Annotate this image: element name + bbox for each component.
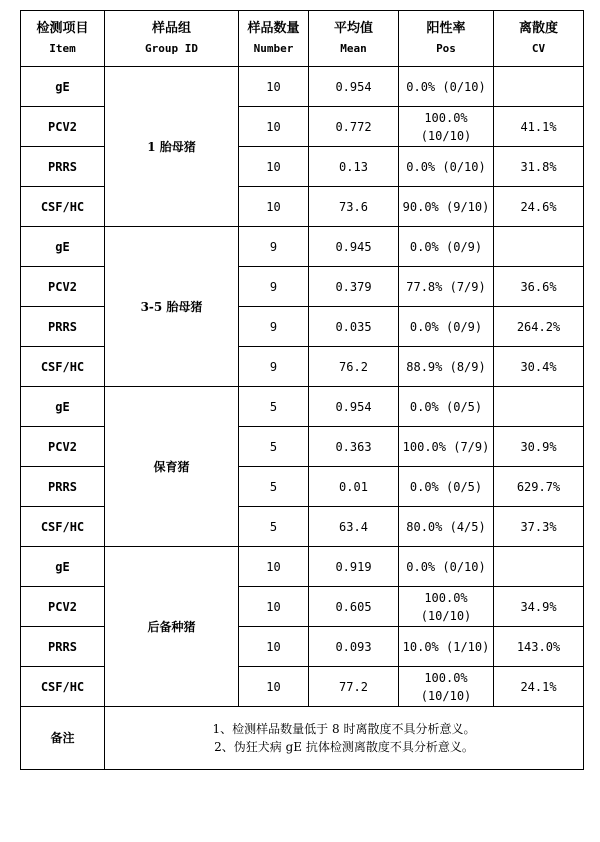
item-cell: PCV2 [21, 267, 105, 307]
cv-cell: 629.7% [494, 467, 584, 507]
header-cv-zh: 离散度 [518, 20, 558, 36]
cv-cell: 34.9% [494, 587, 584, 627]
item-cell: gE [21, 387, 105, 427]
cv-cell: 37.3% [494, 507, 584, 547]
header-number-zh: 样品数量 [247, 20, 300, 36]
item-cell: gE [21, 547, 105, 587]
cv-cell [494, 387, 584, 427]
table-row [21, 67, 584, 107]
mean-cell: 0.772 [309, 107, 399, 147]
group-cell: 后备种猪 [105, 547, 239, 707]
pos-cell: 0.0% (0/10) [399, 147, 494, 187]
number-cell: 10 [239, 147, 309, 187]
item-cell: CSF/HC [21, 507, 105, 547]
pos-cell: 100.0% (10/10) [399, 667, 494, 707]
cv-cell: 24.1% [494, 667, 584, 707]
notes-row [21, 707, 584, 770]
number-cell: 5 [239, 387, 309, 427]
pos-cell: 100.0% (10/10) [399, 107, 494, 147]
header-pos-en: Pos [436, 41, 456, 55]
mean-cell: 0.954 [309, 67, 399, 107]
number-cell: 10 [239, 547, 309, 587]
note-line: 2、伪狂犬病 gE 抗体检测离散度不具分析意义。 [214, 740, 474, 754]
cv-cell [494, 227, 584, 267]
notes-label: 备注 [21, 707, 105, 770]
number-cell: 9 [239, 267, 309, 307]
item-cell: PCV2 [21, 427, 105, 467]
pos-cell: 0.0% (0/9) [399, 307, 494, 347]
pos-cell: 88.9% (8/9) [399, 347, 494, 387]
number-cell: 10 [239, 587, 309, 627]
header-mean-en: Mean [340, 41, 367, 55]
header-pos [399, 11, 494, 67]
table-row [21, 227, 584, 267]
number-cell: 9 [239, 307, 309, 347]
header-group-en: Group ID [145, 41, 198, 55]
number-cell: 9 [239, 227, 309, 267]
header-item-en: Item [49, 41, 76, 55]
cv-cell [494, 547, 584, 587]
cv-cell: 143.0% [494, 627, 584, 667]
mean-cell: 73.6 [309, 187, 399, 227]
cv-cell: 30.9% [494, 427, 584, 467]
item-cell: PRRS [21, 627, 105, 667]
item-cell: PRRS [21, 467, 105, 507]
item-cell: CSF/HC [21, 347, 105, 387]
table-row [21, 547, 584, 587]
header-group [105, 11, 239, 67]
header-mean-zh: 平均值 [333, 20, 373, 36]
mean-cell: 0.01 [309, 467, 399, 507]
number-cell: 9 [239, 347, 309, 387]
group-cell: 1 胎母猪 [105, 67, 239, 227]
number-cell: 10 [239, 107, 309, 147]
cv-cell: 36.6% [494, 267, 584, 307]
mean-cell: 0.605 [309, 587, 399, 627]
number-cell: 10 [239, 187, 309, 227]
item-cell: gE [21, 67, 105, 107]
mean-cell: 0.363 [309, 427, 399, 467]
header-item-zh: 检测项目 [36, 20, 89, 36]
cv-cell: 30.4% [494, 347, 584, 387]
item-cell: CSF/HC [21, 187, 105, 227]
header-cv-en: CV [531, 41, 546, 55]
pos-cell: 0.0% (0/5) [399, 387, 494, 427]
pos-cell: 100.0% (10/10) [399, 587, 494, 627]
mean-cell: 76.2 [309, 347, 399, 387]
group-cell: 保育猪 [105, 387, 239, 547]
pos-cell: 100.0% (7/9) [399, 427, 494, 467]
header-item [21, 11, 105, 67]
pos-cell: 0.0% (0/10) [399, 547, 494, 587]
item-cell: PRRS [21, 307, 105, 347]
number-cell: 5 [239, 507, 309, 547]
mean-cell: 0.379 [309, 267, 399, 307]
header-cv [494, 11, 584, 67]
mean-cell: 0.093 [309, 627, 399, 667]
item-cell: PCV2 [21, 587, 105, 627]
cv-cell: 24.6% [494, 187, 584, 227]
pos-cell: 80.0% (4/5) [399, 507, 494, 547]
mean-cell: 0.919 [309, 547, 399, 587]
pos-cell: 10.0% (1/10) [399, 627, 494, 667]
pos-cell: 77.8% (7/9) [399, 267, 494, 307]
header-pos-zh: 阳性率 [426, 20, 466, 36]
header-row [21, 11, 584, 67]
pos-cell: 0.0% (0/9) [399, 227, 494, 267]
table-body [21, 67, 584, 707]
number-cell: 10 [239, 627, 309, 667]
mean-cell: 63.4 [309, 507, 399, 547]
cv-cell: 31.8% [494, 147, 584, 187]
cv-cell: 264.2% [494, 307, 584, 347]
item-cell: gE [21, 227, 105, 267]
header-number-en: Number [253, 41, 294, 55]
notes-text [105, 707, 584, 770]
results-table [20, 10, 584, 770]
mean-cell: 0.13 [309, 147, 399, 187]
item-cell: CSF/HC [21, 667, 105, 707]
number-cell: 10 [239, 67, 309, 107]
item-cell: PCV2 [21, 107, 105, 147]
mean-cell: 0.035 [309, 307, 399, 347]
mean-cell: 0.954 [309, 387, 399, 427]
cv-cell: 41.1% [494, 107, 584, 147]
pos-cell: 0.0% (0/10) [399, 67, 494, 107]
note-line: 1、检测样品数量低于 8 时离散度不具分析意义。 [212, 722, 476, 736]
header-mean [309, 11, 399, 67]
cv-cell [494, 67, 584, 107]
number-cell: 5 [239, 427, 309, 467]
header-number [239, 11, 309, 67]
group-cell: 3-5 胎母猪 [105, 227, 239, 387]
pos-cell: 90.0% (9/10) [399, 187, 494, 227]
item-cell: PRRS [21, 147, 105, 187]
table-row [21, 387, 584, 427]
pos-cell: 0.0% (0/5) [399, 467, 494, 507]
mean-cell: 0.945 [309, 227, 399, 267]
header-group-zh: 样品组 [151, 20, 191, 36]
number-cell: 10 [239, 667, 309, 707]
mean-cell: 77.2 [309, 667, 399, 707]
number-cell: 5 [239, 467, 309, 507]
